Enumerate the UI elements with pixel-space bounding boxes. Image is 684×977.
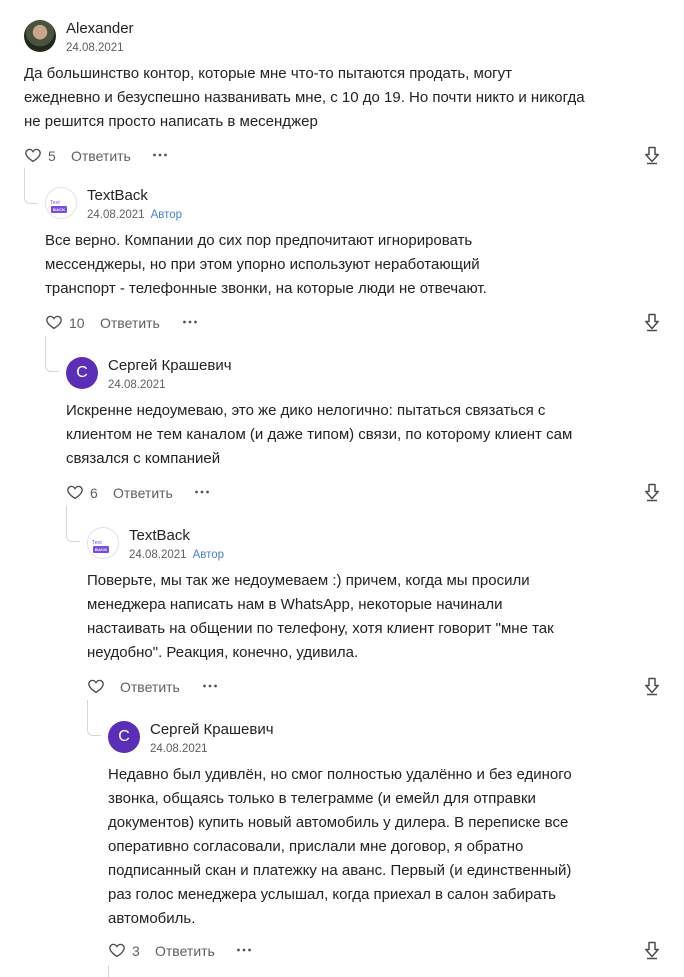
avatar[interactable]: С: [108, 721, 140, 753]
comment-actions: [108, 940, 684, 962]
like-count: 6: [90, 485, 98, 501]
reply-button[interactable]: Ответить: [71, 148, 131, 164]
reply-button[interactable]: Ответить: [113, 485, 173, 501]
comment-actions: [45, 312, 684, 334]
author-badge: Автор: [150, 209, 183, 221]
comment-meta: [150, 742, 208, 756]
comment-actions: [87, 676, 684, 698]
comment-date: 24.08.2021: [129, 549, 187, 561]
heart-icon[interactable]: [45, 313, 63, 331]
thread-connector: [66, 506, 80, 542]
heart-icon[interactable]: [66, 483, 84, 501]
thread-connector: [45, 336, 59, 372]
comment: [24, 20, 684, 167]
comment-text: Да большинство контор, которые мне что-то пытаются продать, могут ежедневно и безуспешно названивать мне, с 10 до 19. Но почти никто и никогда не решится просто написать в месенджер: [24, 65, 585, 130]
share-icon[interactable]: [644, 312, 660, 332]
comment-meta: [87, 208, 182, 222]
comment-author[interactable]: Сергей Крашевич: [108, 357, 232, 374]
comment-date: 24.08.2021: [150, 743, 208, 755]
avatar[interactable]: [87, 527, 119, 559]
share-icon[interactable]: [644, 940, 660, 960]
more-icon[interactable]: [202, 677, 218, 695]
share-icon[interactable]: [644, 482, 660, 502]
comment-meta: [66, 41, 124, 55]
reply-button[interactable]: Ответить: [100, 315, 160, 331]
comment-meta: [129, 548, 224, 562]
textback-logo: TextBACK: [92, 540, 108, 552]
heart-icon[interactable]: [24, 146, 42, 164]
reply-button[interactable]: Ответить: [120, 679, 180, 695]
comment: [66, 357, 684, 504]
more-icon[interactable]: [194, 483, 210, 501]
comment-actions: [24, 145, 684, 167]
reply-button[interactable]: Ответить: [155, 943, 215, 959]
like-count: 5: [48, 148, 56, 164]
more-icon[interactable]: [152, 146, 168, 164]
like-count: 3: [132, 943, 140, 959]
comment-text: Все верно. Компании до сих пор предпочитают игнорировать мессенджеры, но при этом упорно используют неработающий транспорт - телефонные звонки, на которые люди не отвечают.: [45, 232, 487, 297]
comment-date: 24.08.2021: [66, 42, 124, 54]
share-icon[interactable]: [644, 145, 660, 165]
thread-connector: [24, 168, 38, 204]
heart-icon[interactable]: [87, 677, 105, 695]
thread-connector: [108, 965, 109, 977]
more-icon[interactable]: [236, 941, 252, 959]
more-icon[interactable]: [182, 313, 198, 331]
like-count: 10: [69, 315, 85, 331]
comment-meta: [108, 378, 166, 392]
comment-actions: [66, 482, 684, 504]
comment-text: Недавно был удивлён, но смог полностью удалённо и без единого звонка, общаясь только в телеграмме (и емейл для отправки документов) купить новый автомобиль у дилера. В переписке все оперативно согласовали, прислали мне договор, я обратно подписанный скан и платежку на аванс. Первый (и единственный) раз голос менеджера услышал, когда приехал в салон забирать автомобиль.: [108, 766, 572, 927]
thread-connector: [87, 700, 101, 736]
comment-author[interactable]: TextBack: [129, 527, 190, 544]
share-icon[interactable]: [644, 676, 660, 696]
comment: [108, 721, 684, 962]
comment: [87, 527, 684, 698]
comment-text: Поверьте, мы так же недоумеваем :) причем, когда мы просили менеджера написать нам в WhatsApp, некоторые начинали настаивать на общении по телефону, хотя клиент говорит "мне так неудобно". Реакция, конечно, удивила.: [87, 572, 554, 661]
author-badge: Автор: [192, 549, 225, 561]
textback-logo: TextBACK: [50, 200, 66, 212]
avatar[interactable]: [45, 187, 77, 219]
comment-text: Искренне недоумеваю, это же дико нелогично: пытаться связаться с клиентом не тем каналом (и даже типом) связи, по которому клиент сам связался с компанией: [66, 402, 573, 467]
heart-icon[interactable]: [108, 941, 126, 959]
comment-author[interactable]: Сергей Крашевич: [150, 721, 274, 738]
comment-date: 24.08.2021: [87, 209, 145, 221]
comment: [45, 187, 684, 334]
comment-author[interactable]: TextBack: [87, 187, 148, 204]
avatar[interactable]: [24, 20, 56, 52]
avatar[interactable]: С: [66, 357, 98, 389]
comment-date: 24.08.2021: [108, 379, 166, 391]
comment-author[interactable]: Alexander: [66, 20, 134, 37]
